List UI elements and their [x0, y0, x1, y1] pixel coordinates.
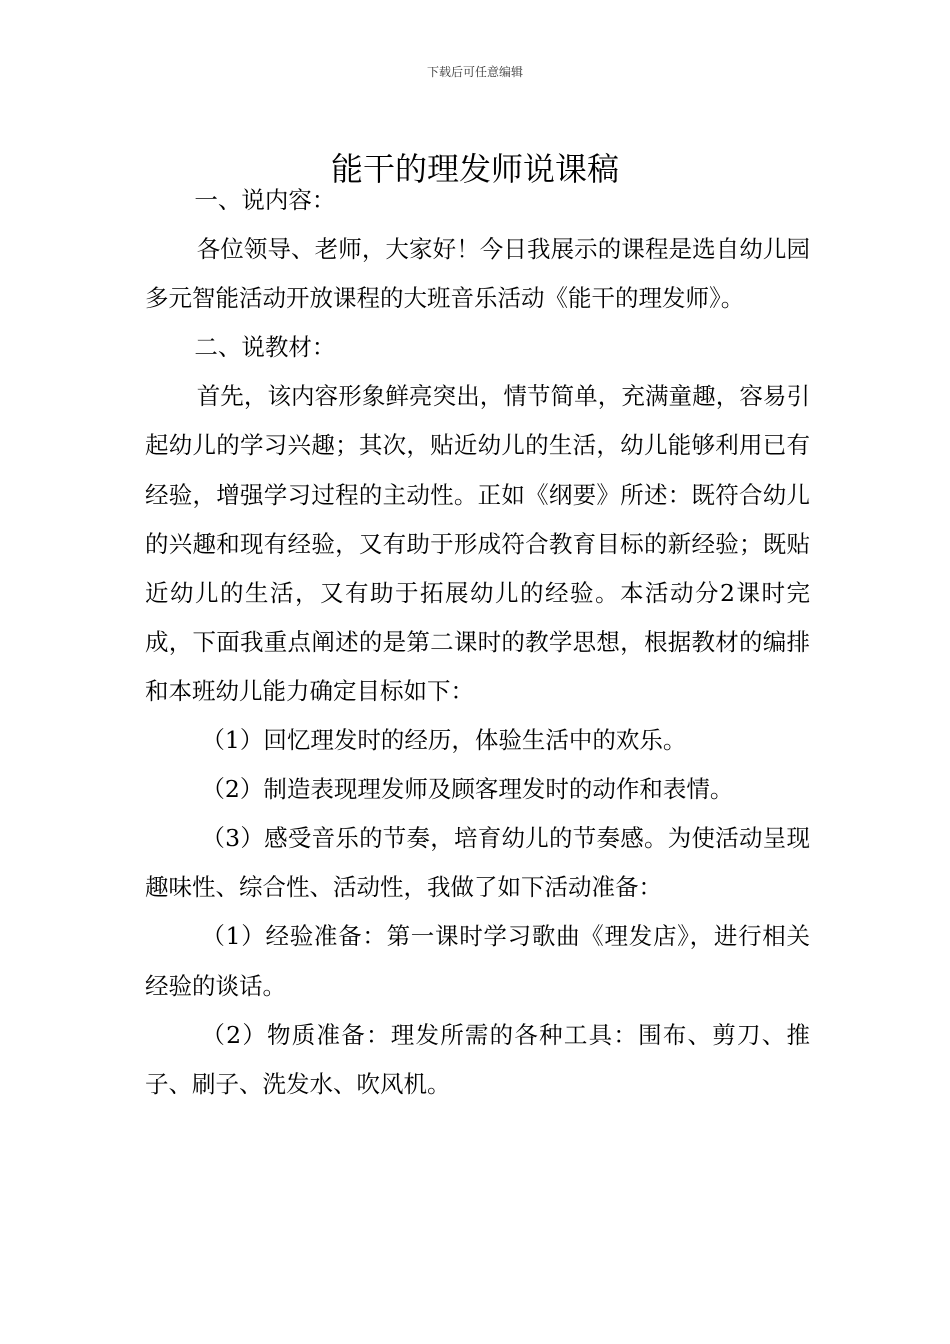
paragraph-content: 各位领导、老师，大家好！今日我展示的课程是选自幼儿园多元智能活动开放课程的大班音乐活动《能干的理发师》。	[145, 235, 810, 313]
section-heading-materials: 二、说教材：	[194, 333, 336, 362]
preparation-item-1: （1）经验准备：第一课时学习歌曲《理发店》，进行相关经验的谈话。	[145, 922, 810, 1000]
section-heading-content: 一、说内容：	[194, 186, 336, 214]
document-body	[145, 176, 810, 1109]
preparation-item-2: （2）物质准备：理发所需的各种工具：围布、剪刀、推子、刷子、洗发水、吹风机。	[145, 1020, 810, 1098]
paragraph-materials: 首先，该内容形象鲜亮突出，情节简单，充满童趣，容易引起幼儿的学习兴趣；其次，贴近幼儿的生活，幼儿能够利用已有经验，增强学习过程的主动性。正如《纲要》所述：既符合幼儿的兴趣和现有经验，又有助于形成符合教育目标的新经验；既贴近幼儿的生活，又有助于拓展幼儿的经验。本活动分2课时完成，下面我重点阐述的是第二课时的教学思想，根据教材的编排和本班幼儿能力确定目标如下：	[145, 382, 810, 705]
goal-item-1: （1）回忆理发时的经历，体验生活中的欢乐。	[201, 726, 687, 755]
document-title: 能干的理发师说课稿	[330, 150, 619, 189]
goal-item-3: （3）感受音乐的节奏，培育幼儿的节奏感。为使活动呈现趣味性、综合性、活动性，我做了如下活动准备：	[145, 824, 810, 902]
goal-item-2: （2）制造表现理发师及顾客理发时的动作和表情。	[201, 775, 734, 804]
header-note: 下载后可任意编辑	[426, 65, 523, 79]
